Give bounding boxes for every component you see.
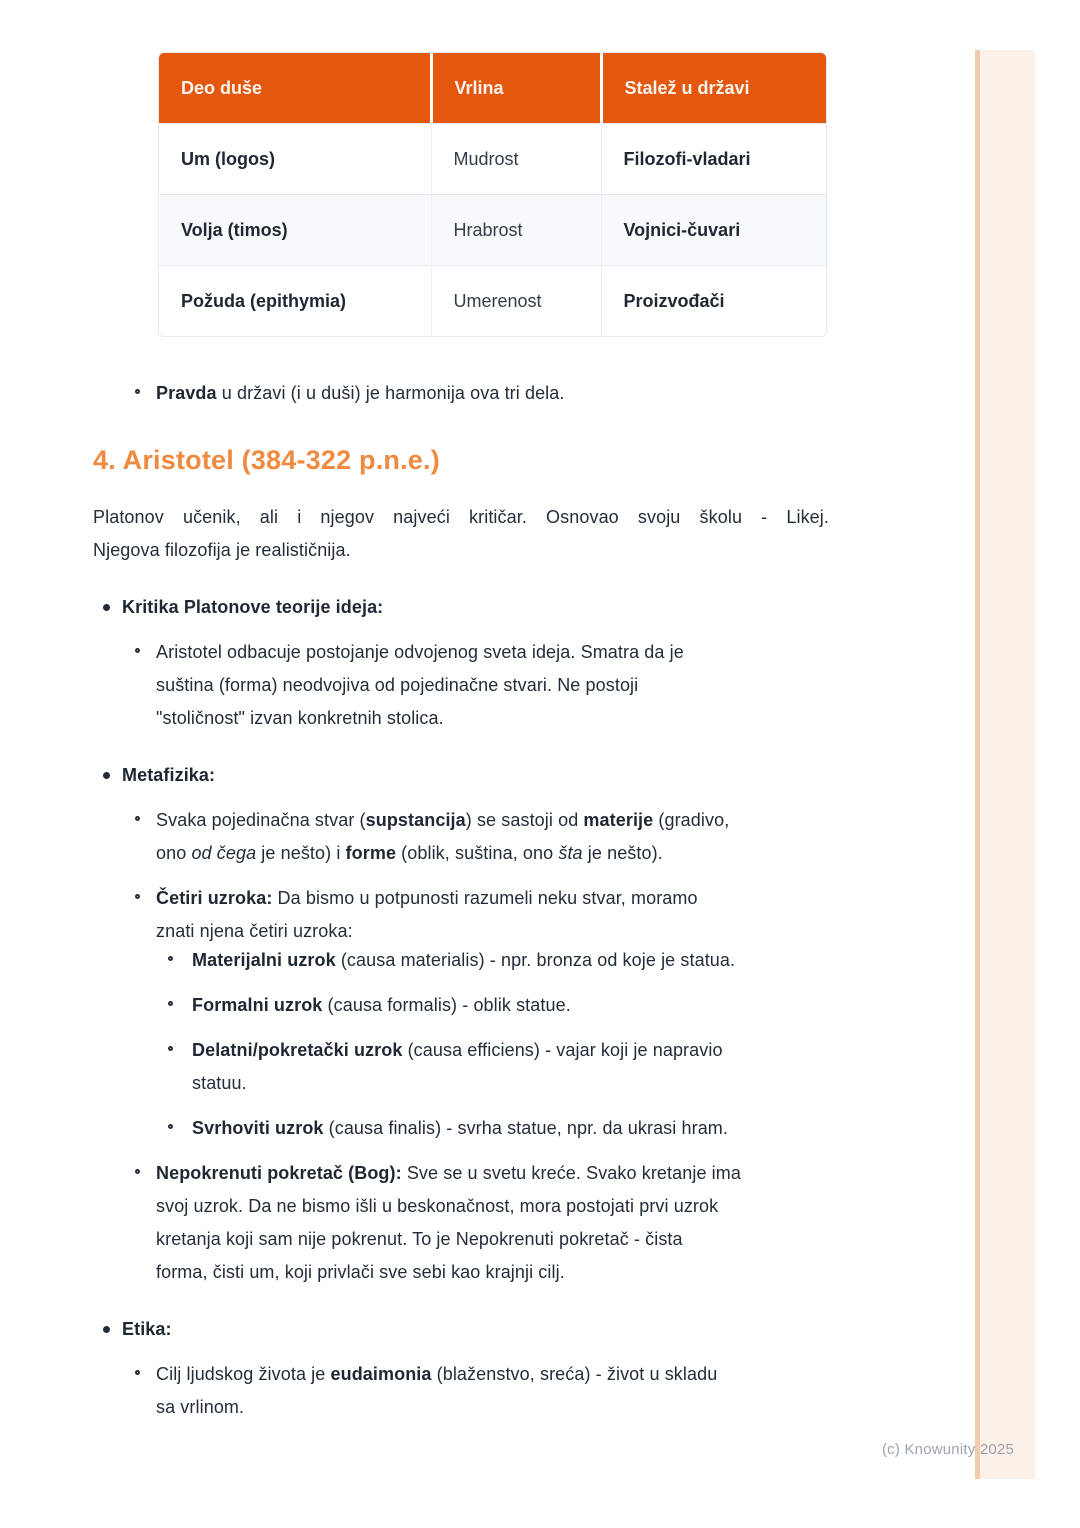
bold-run: forme <box>345 843 397 863</box>
bold-run: Metafizika: <box>122 765 216 785</box>
bullet-circle-icon <box>135 648 140 653</box>
text-line <box>122 1313 829 1346</box>
list-item-text <box>156 882 829 948</box>
text-line <box>156 1256 829 1289</box>
text-line <box>156 882 829 915</box>
bullet-circle-icon <box>168 1124 173 1129</box>
list-item-level-3 <box>93 1112 829 1145</box>
text-run: Njegova filozofija je realističnija. <box>93 540 351 560</box>
text-run: Svaka pojedinačna stvar ( <box>156 810 366 830</box>
bullet-circle-icon <box>168 1001 173 1006</box>
text-line <box>93 534 829 567</box>
list-item-level-3 <box>93 1034 829 1100</box>
text-run: "stoličnost" izvan konkretnih stolica. <box>156 708 444 728</box>
italic-run: od čega <box>191 843 257 863</box>
bullet-circle-icon <box>135 1370 140 1375</box>
text-run: (causa finalis) - svrha statue, npr. da ukrasi hram. <box>323 1118 728 1138</box>
text-run: suština (forma) neodvojiva od pojedinačne stvari. Ne postoji <box>156 675 639 695</box>
list-item-text <box>122 1313 829 1346</box>
bullet-circle-icon <box>168 1046 173 1051</box>
text-line <box>192 944 829 977</box>
bullet-circle-icon <box>135 1169 140 1174</box>
table-header-cell: Vrlina <box>431 53 601 124</box>
list-item-level-3 <box>93 989 829 1022</box>
table-cell: Proizvođači <box>601 266 827 337</box>
table-cell: Umerenost <box>431 266 601 337</box>
bold-run: materije <box>583 810 654 830</box>
bold-run: eudaimonia <box>330 1364 432 1384</box>
text-line <box>122 591 829 624</box>
page-edge-stripe <box>975 50 1035 1479</box>
text-run: (gradivo, <box>653 810 730 830</box>
text-run: ) se sastoji od <box>465 810 584 830</box>
soul-parts-table-wrap <box>158 52 827 337</box>
text-line <box>192 989 829 1022</box>
text-line <box>192 1067 829 1100</box>
bullet-disc-icon <box>103 772 110 779</box>
bullet-disc-icon <box>103 1326 110 1333</box>
table-header-cell: Deo duše <box>159 53 431 124</box>
bold-run: Četiri uzroka: <box>156 888 273 908</box>
text-run: svoj uzrok. Da ne bismo išli u beskonačnost, mora postojati prvi uzrok <box>156 1196 719 1216</box>
text-run: Aristotel odbacuje postojanje odvojenog sveta ideja. Smatra da je <box>156 642 684 662</box>
text-run: (causa formalis) - oblik statue. <box>322 995 571 1015</box>
table-cell: Filozofi-vladari <box>601 124 827 195</box>
table-row <box>159 195 827 266</box>
bold-run: Kritika Platonove teorije ideja: <box>122 597 384 617</box>
list-item-level-1 <box>93 1313 829 1346</box>
table-cell: Vojnici-čuvari <box>601 195 827 266</box>
document-body <box>93 377 829 1424</box>
section-heading <box>93 444 829 477</box>
table-header-cell: Stalež u državi <box>601 53 827 124</box>
table-body <box>159 124 827 337</box>
text-run: je nešto). <box>582 843 663 863</box>
text-run: (blaženstvo, sreća) - život u skladu <box>431 1364 718 1384</box>
list-item-level-3 <box>93 944 829 977</box>
text-line <box>122 759 829 792</box>
text-run: Sve se u svetu kreće. Svako kretanje ima <box>401 1163 741 1183</box>
list-item-text <box>122 591 829 624</box>
list-item-text <box>156 1358 829 1424</box>
text-line <box>192 1112 829 1145</box>
list-item-text <box>192 989 829 1022</box>
bold-run: Formalni uzrok <box>192 995 323 1015</box>
bold-run: Svrhoviti uzrok <box>192 1118 324 1138</box>
bold-run: Delatni/pokretački uzrok <box>192 1040 403 1060</box>
text-run: Da bismo u potpunosti razumeli neku stvar, moramo <box>272 888 698 908</box>
bold-run: Nepokrenuti pokretač (Bog): <box>156 1163 402 1183</box>
list-item-text <box>122 759 829 792</box>
list-item-text <box>192 1112 829 1145</box>
table-row <box>159 124 827 195</box>
text-run: sa vrlinom. <box>156 1397 245 1417</box>
text-line <box>93 501 829 534</box>
list-item-text <box>156 804 829 870</box>
table-cell: Požuda (epithymia) <box>159 266 431 337</box>
text-line <box>192 1034 829 1067</box>
list-item-level-2 <box>93 636 829 735</box>
text-line <box>156 1223 829 1256</box>
table-header-row <box>159 53 827 124</box>
soul-parts-table <box>159 53 827 336</box>
text-run: statuu. <box>192 1073 247 1093</box>
text-line <box>156 1190 829 1223</box>
bold-run: Pravda <box>156 383 217 403</box>
text-run: Platonov učenik, ali i njegov najveći kritičar. Osnovao svoju školu - Likej. <box>93 507 829 527</box>
table-cell: Um (logos) <box>159 124 431 195</box>
list-item-text <box>156 377 829 410</box>
list-item-level-2 <box>93 1157 829 1289</box>
text-line <box>156 669 829 702</box>
bullet-circle-icon <box>135 894 140 899</box>
table-cell: Volja (timos) <box>159 195 431 266</box>
list-item-level-2 <box>93 804 829 870</box>
text-run: kretanja koji sam nije pokrenut. To je Nepokrenuti pokretač - čista <box>156 1229 683 1249</box>
text-line <box>156 1391 829 1424</box>
bold-run: Materijalni uzrok <box>192 950 336 970</box>
copyright-text: (c) Knowunity 2025 <box>881 1441 1014 1458</box>
table-cell: Mudrost <box>431 124 601 195</box>
bullet-disc-icon <box>103 604 110 611</box>
text-run: (causa efficiens) - vajar koji je napravio <box>402 1040 723 1060</box>
text-line <box>156 702 829 735</box>
text-run: (causa materialis) - npr. bronza od koje je statua. <box>335 950 736 970</box>
text-run: ono <box>156 843 192 863</box>
text-run: znati njena četiri uzroka: <box>156 921 353 941</box>
list-item-level-2 <box>93 377 829 410</box>
table-row <box>159 266 827 337</box>
text-run: (oblik, suština, ono <box>396 843 559 863</box>
text-line <box>156 837 829 870</box>
list-item-text <box>192 944 829 977</box>
table-cell: Hrabrost <box>431 195 601 266</box>
list-item-text <box>156 1157 829 1289</box>
bullet-circle-icon <box>168 956 173 961</box>
list-item-level-2 <box>93 1358 829 1424</box>
list-item-level-1 <box>93 759 829 792</box>
text-run: Cilj ljudskog života je <box>156 1364 331 1384</box>
text-run: u državi (i u duši) je harmonija ova tri dela. <box>216 383 565 403</box>
text-run: forma, čisti um, koji privlači sve sebi kao krajnji cilj. <box>156 1262 565 1282</box>
bold-run: supstancija <box>365 810 466 830</box>
italic-run: šta <box>558 843 583 863</box>
text-line <box>156 804 829 837</box>
bold-run: Etika: <box>122 1319 172 1339</box>
document <box>93 52 829 1424</box>
list-item-text <box>156 636 829 735</box>
text-run: je nešto) i <box>256 843 346 863</box>
text-line <box>156 1358 829 1391</box>
text-run: 4. Aristotel (384-322 p.n.e.) <box>93 445 440 475</box>
text-line <box>156 1157 829 1190</box>
text-line <box>156 636 829 669</box>
text-line <box>156 377 829 410</box>
list-item-text <box>192 1034 829 1100</box>
list-item-level-1 <box>93 591 829 624</box>
list-item-level-2 <box>93 882 829 948</box>
paragraph <box>93 501 829 567</box>
bullet-circle-icon <box>135 816 140 821</box>
bullet-circle-icon <box>135 389 140 394</box>
